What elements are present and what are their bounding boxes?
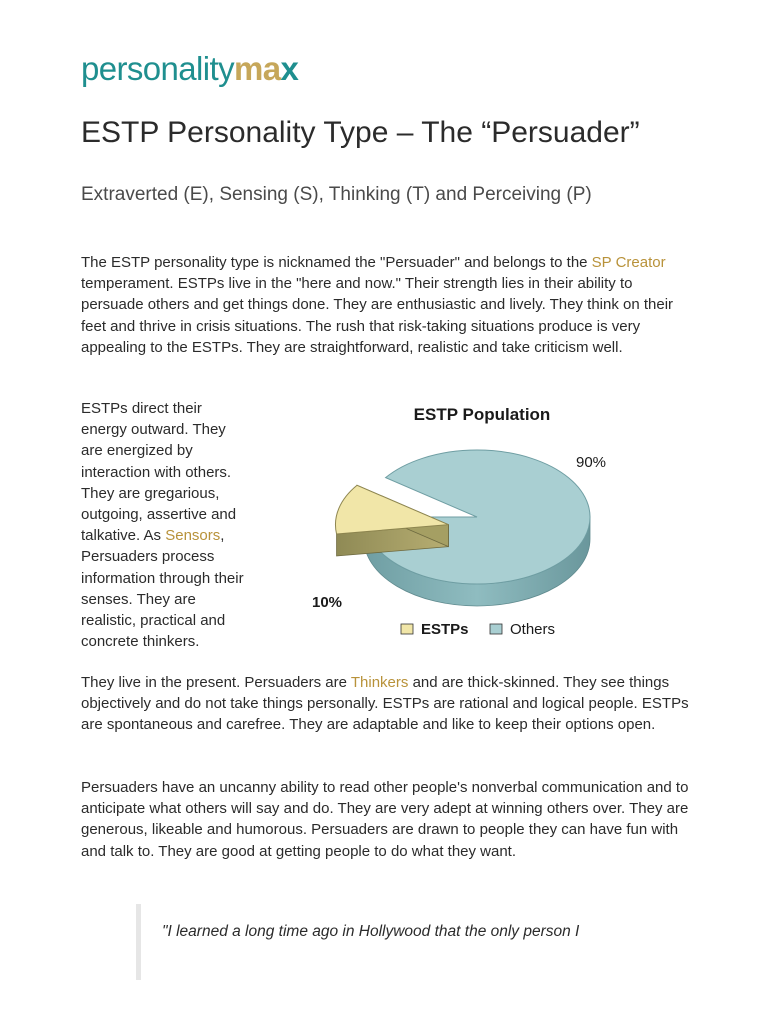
extravert-text-a: ESTPs direct their energy outward. They are energized by interaction with others. They are gregarious, outgoing, assertive and talkative. As	[81, 400, 237, 545]
slice-label-estps: 10%	[312, 594, 343, 611]
sensors-link[interactable]: Sensors	[165, 527, 221, 545]
chart-title: ESTP Population	[413, 405, 551, 424]
page-subtitle: Extraverted (E), Sensing (S), Thinking (T) and Perceiving (P)	[81, 184, 592, 205]
legend-swatch-estps	[401, 624, 413, 634]
logo-part-ma: ma	[234, 50, 281, 87]
intro-paragraph	[81, 252, 691, 358]
extravert-paragraph	[81, 398, 251, 652]
thinker-text-b: and are thick-skinned. They see things objectively and do not take things personally. ESTPs are rational and logical people. ESTPs are spontaneous and carefree. They are adaptable and like to keep their options open.	[81, 674, 689, 734]
persuader-paragraph: Persuaders have an uncanny ability to read other people's nonverbal communication and to anticipate what others will say and do. They are very adept at winning others over. They are generous, likeable and humorous. Persuaders are drawn to people they can have fun with and talk to. They are good at getting people to do what they want.	[81, 779, 689, 860]
logo-part-personality: personality	[81, 50, 234, 87]
estp-population-chart	[295, 396, 625, 646]
thinkers-link[interactable]: Thinkers	[350, 674, 409, 691]
legend-label-others: Others	[510, 621, 556, 638]
legend-swatch-others	[490, 624, 502, 634]
slice-label-others: 90%	[576, 454, 607, 471]
personalitymax-logo[interactable]	[81, 52, 298, 85]
blockquote-text: "I learned a long time ago in Hollywood that the only person I	[162, 923, 580, 940]
legend-label-estps: ESTPs	[421, 621, 469, 638]
intro-text-a: The ESTP personality type is nicknamed the "Persuader" and belongs to the	[81, 254, 592, 271]
intro-text-b: temperament. ESTPs live in the "here and now." Their strength lies in their ability to persuade others and get things done. They are enthusiastic and lively. They think on their feet and thrive in crisis situations. The rush that risk-taking situations produce is very appealing to the ESTPs. They are straightforward, realistic and take criticism well.	[81, 275, 674, 356]
thinker-paragraph	[81, 672, 691, 736]
pie-layer	[335, 450, 590, 606]
sp-creator-link[interactable]: SP Creator	[591, 254, 666, 271]
logo-part-x: x	[280, 50, 299, 87]
thinker-text-a: They live in the present. Persuaders are	[81, 674, 351, 691]
page-title: ESTP Personality Type – The “Persuader”	[81, 116, 640, 149]
blockquote-bar	[136, 904, 141, 980]
extravert-text-b: , Persuaders process information through their senses. They are realistic, practical and concrete thinkers.	[81, 527, 244, 651]
